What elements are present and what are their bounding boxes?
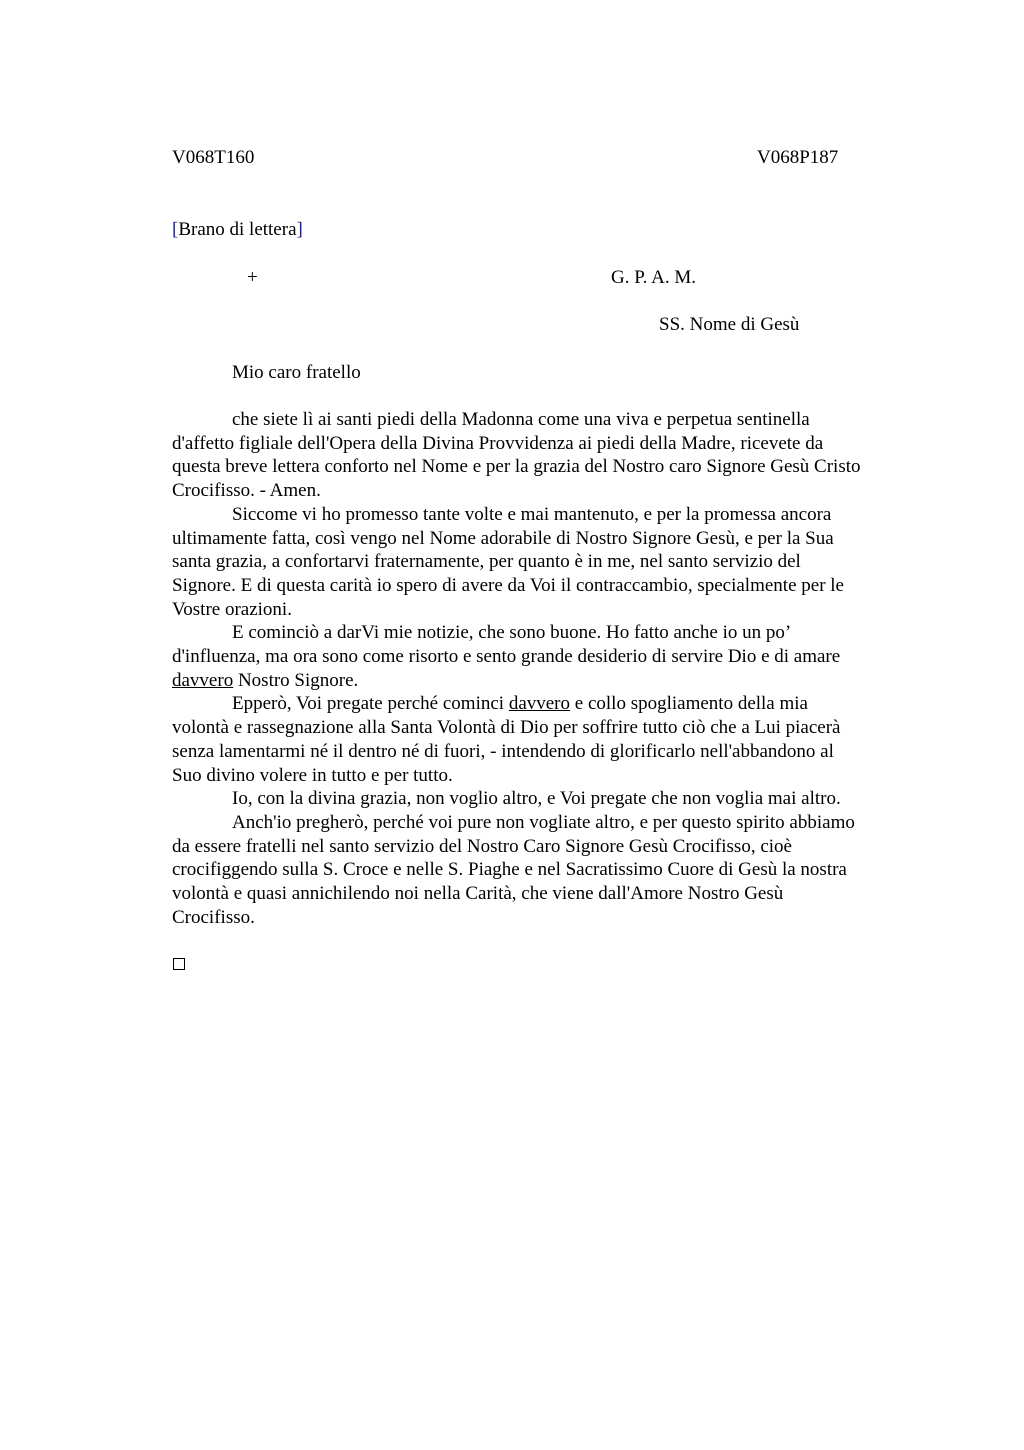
text-line: Crocifisso. — [172, 906, 255, 928]
text-line: Crocifisso. - Amen. — [172, 480, 321, 502]
underlined-word: davvero — [172, 669, 234, 691]
document-code-left: V068T160 — [172, 147, 255, 168]
paragraph — [172, 621, 932, 692]
text-line: Anch'io pregherò, perché voi pure non vogliate altro, e per questo spirito abbiamo — [232, 811, 855, 833]
letterhead-place: SS. Nome di Gesù — [659, 314, 800, 335]
text-line: Io, con la divina grazia, non voglio altro, e Voi pregate che non voglia mai altro. — [232, 788, 841, 810]
paragraph — [172, 811, 932, 930]
text-line: d'affetto figliale dell'Opera della Divina Provvidenza ai piedi della Madre, ricevete da — [172, 432, 824, 454]
letterhead-initials: G. P. A. M. — [611, 267, 696, 288]
paragraph — [172, 408, 932, 503]
text-line: crocifiggendo sulla S. Croce e nelle S. Piaghe e nel Sacratissimo Cuore di Gesù la nostra — [172, 859, 847, 881]
text-line — [172, 669, 932, 693]
text-line: Signore. E di questa carità io spero di avere da Voi il contraccambio, specialmente per le — [172, 574, 844, 596]
text-line: E cominciò a darVi mie notizie, che sono buone. Ho fatto anche io un po’ — [232, 622, 792, 644]
text-line: Suo divino volere in tutto e per tutto. — [172, 764, 453, 786]
underlined-word: davvero — [508, 693, 571, 715]
text-line: d'influenza, ma ora sono come risorto e sento grande desiderio di servire Dio e di amare — [172, 646, 841, 668]
text-line: santa grazia, a confortarvi fraternamente, per quanto è in me, nel santo servizio del — [172, 551, 801, 573]
text-line: da essere fratelli nel santo servizio del Nostro Caro Signore Gesù Crocifisso, cioè — [172, 835, 792, 857]
paragraph — [172, 692, 932, 787]
text-fragment: e collo spogliamento della mia — [570, 693, 808, 715]
document-code-right: V068P187 — [757, 147, 839, 168]
text-fragment: Epperò, Voi pregate perché cominci — [232, 693, 509, 715]
letter-body — [172, 408, 932, 929]
text-fragment: Nostro Signore. — [233, 669, 359, 691]
text-line: volontà e rassegnazione alla Santa Volontà di Dio per soffrire tutto ciò che a Lui piacerà — [172, 717, 841, 739]
text-line: volontà e quasi annichilendo noi nella Carità, che viene dall'Amore Nostro Gesù — [172, 883, 784, 905]
text-line: ultimamente fatta, così vengo nel Nome adorabile di Nostro Signore Gesù, e per la Sua — [172, 527, 834, 549]
end-square-icon — [173, 958, 185, 970]
title-close-bracket: ] — [296, 219, 303, 240]
salutation: Mio caro fratello — [232, 362, 361, 383]
cross-symbol: + — [247, 267, 258, 288]
title-open-bracket: [ — [172, 219, 179, 240]
title-text: Brano di lettera — [178, 219, 297, 240]
text-line — [172, 692, 932, 716]
text-line: che siete lì ai santi piedi della Madonna come una viva e perpetua sentinella — [232, 409, 810, 430]
paragraph — [172, 503, 932, 622]
text-line: questa breve lettera conforto nel Nome e per la grazia del Nostro caro Signore Gesù Cristo — [172, 456, 861, 478]
text-line: Siccome vi ho promesso tante volte e mai mantenuto, e per la promessa ancora — [232, 503, 832, 525]
text-line: senza lamentarmi né il dentro né di fuori, - intendendo di glorificarlo nell'abbandono al — [172, 740, 834, 762]
text-line: Vostre orazioni. — [172, 598, 292, 620]
paragraph — [172, 787, 932, 811]
section-title — [172, 218, 303, 242]
